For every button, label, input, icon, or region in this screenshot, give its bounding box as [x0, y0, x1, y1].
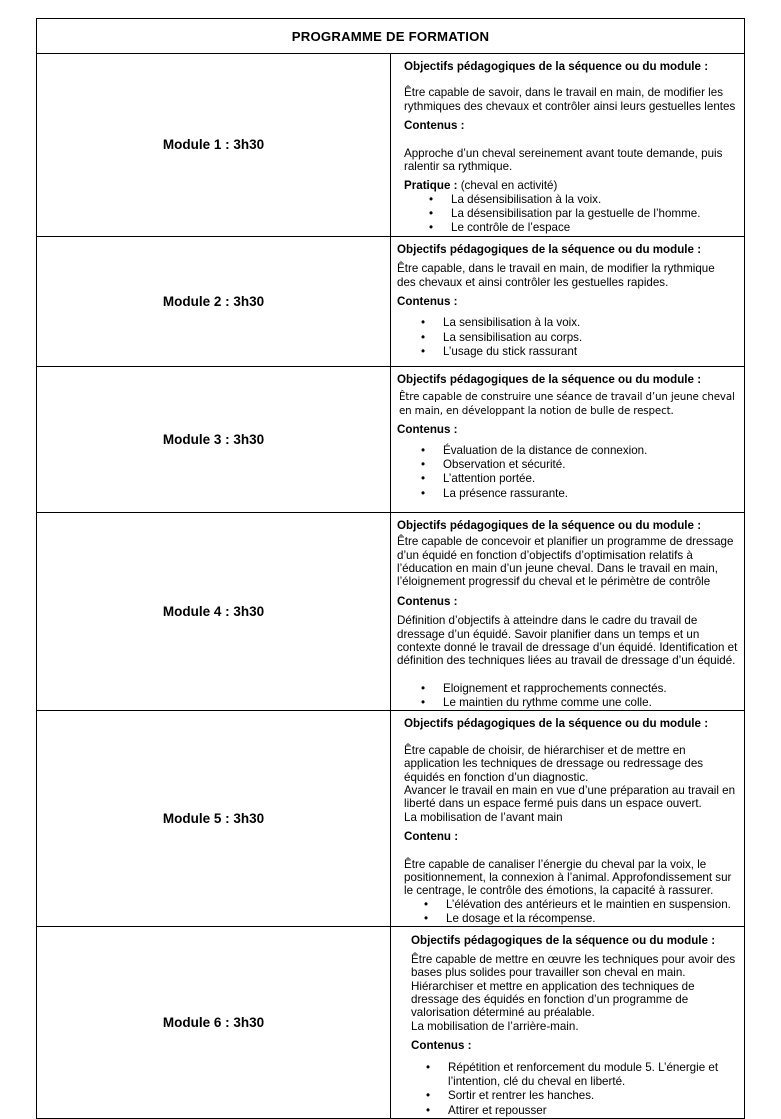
objectives-heading: Objectifs pédagogiques de la séquence ou du module : [404, 60, 709, 73]
list-item: • La désensibilisation par la gestuelle de l’homme. [451, 207, 736, 221]
module-content [391, 711, 745, 927]
objectives-heading: Objectifs pédagogiques de la séquence ou du module : [397, 518, 702, 532]
list-item: • La sensibilisation à la voix. [443, 316, 736, 330]
module-bullet-list [397, 444, 736, 501]
module-name: Module 5 : 3h30 [37, 711, 391, 927]
objectives-heading: Objectifs pédagogiques de la séquence ou du module : [397, 242, 702, 256]
list-item: • La sensibilisation au corps. [443, 331, 736, 345]
list-item: • Sortir et rentrer les hanches. [448, 1089, 738, 1103]
practice-line [404, 179, 736, 192]
module-name: Module 3 : 3h30 [37, 366, 391, 512]
module-row [37, 236, 745, 366]
table-header-row [37, 19, 745, 54]
program-title: PROGRAMME DE FORMATION [37, 19, 745, 54]
module-row [37, 711, 745, 927]
module-bullet-list [397, 316, 736, 359]
objectives-heading: Objectifs pédagogiques de la séquence ou du module : [411, 934, 716, 948]
module-row [37, 927, 745, 1118]
objectives-line: La mobilisation de l’avant main [404, 810, 563, 824]
list-item: • L’élévation des antérieurs et le maintien en suspension. [446, 898, 738, 912]
module-content [391, 236, 745, 366]
objectives-text: Être capable de savoir, dans le travail en main, de modifier les rythmiques des chevaux et contrôler ainsi leurs gestuelles lentes [404, 86, 736, 113]
module-name: Module 2 : 3h30 [37, 236, 391, 366]
objectives-heading: Objectifs pédagogiques de la séquence ou du module : [397, 372, 702, 386]
module-bullet-list [404, 193, 736, 236]
training-program-table [36, 18, 745, 1119]
list-item: • La désensibilisation à la voix. [451, 193, 736, 207]
module-name: Module 4 : 3h30 [37, 512, 391, 711]
objectives-heading: Objectifs pédagogiques de la séquence ou du module : [404, 717, 709, 731]
list-item: • Attirer et repousser [448, 1104, 738, 1118]
objectives-line: Être capable de choisir, de hiérarchiser et de mettre en application les techniques de dressage ou redressage des équidés en fonction d’un diagnostic. [404, 743, 704, 784]
list-item: • L’attention portée. [443, 472, 736, 486]
list-item: • Observation et sécurité. [443, 458, 736, 472]
list-item: • Répétition et renforcement du module 5. L’énergie et l’intention, clé du cheval en liberté. [448, 1061, 738, 1090]
practice-note: (cheval en activité) [457, 179, 558, 193]
practice-heading: Pratique : [404, 179, 458, 193]
module-content [391, 512, 745, 711]
list-item: • Le contrôle de l’espace [451, 221, 736, 235]
contents-text: Définition d’objectifs à atteindre dans le cadre du travail de dressage d’un équidé. Savoir planifier dans un temps et un contexte donné le travail de dressage d’un équidé. Identification et définition des techniques liées au travail de dressage d’un équidé. [397, 614, 738, 668]
contents-heading: Contenus : [404, 119, 465, 133]
objectives-line: Avancer le travail en main en vue d’une préparation au travail en liberté dans un espace fermé puis dans un espace ouvert. [404, 784, 736, 811]
list-item: • Évaluation de la distance de connexion. [443, 444, 736, 458]
contents-heading: Contenus : [397, 594, 458, 608]
objectives-text: Être capable, dans le travail en main, de modifier la rythmique des chevaux et ainsi contrôler les gestuelles rapides. [397, 262, 715, 289]
list-item: • L’usage du stick rassurant [443, 345, 736, 359]
module-content [391, 366, 745, 512]
contents-text: Être capable de canaliser l’énergie du cheval par la voix, le positionnement, la connexion à l’animal. Approfondissement sur le centrage, le contrôle des émotions, la capacité à rassurer. [404, 857, 732, 898]
module-name: Module 6 : 3h30 [37, 927, 391, 1118]
list-item: • Le maintien du rythme comme une colle. [443, 696, 738, 710]
module-bullet-list [411, 1061, 738, 1118]
contents-heading: Contenu : [404, 830, 459, 844]
list-item: • Eloignement et rapprochements connectés. [443, 682, 738, 696]
objectives-line: La mobilisation de l’arrière-main. [411, 1019, 579, 1033]
objectives-text: Être capable de concevoir et planifier un programme de dressage d’un équidé en fonction d’objectifs d’optimisation relatifs à l’éducation en main d’un jeune cheval. Dans le travail en main, l’éloignement progressif du cheval et le périmètre de contrôle [397, 535, 734, 589]
contents-text: Approche d’un cheval sereinement avant toute demande, puis ralentir sa rythmique. [404, 146, 723, 174]
module-row [37, 512, 745, 711]
module-name: Module 1 : 3h30 [37, 54, 391, 237]
list-item: • Le dosage et la récompense. [446, 912, 738, 926]
module-bullet-list [397, 682, 738, 711]
module-content [391, 927, 745, 1118]
module-row [37, 366, 745, 512]
objectives-text: Être capable de construire une séance de travail d’un jeune cheval en main, en développant la notion de bulle de respect. [399, 391, 735, 417]
module-content [391, 54, 745, 237]
contents-heading: Contenus : [411, 1039, 472, 1053]
contents-heading: Contenus : [397, 294, 458, 308]
objectives-line: Hiérarchiser et mettre en application des techniques de dressage des équidés en fonction d’un programme de valorisation déterminé au préalable. [411, 979, 695, 1020]
objectives-line: Être capable de mettre en œuvre les techniques pour avoir des bases plus solides pour travailler son cheval en main. [411, 952, 736, 980]
contents-heading: Contenus : [397, 423, 458, 437]
list-item: • La présence rassurante. [443, 487, 736, 501]
module-bullet-list [404, 898, 738, 927]
module-row [37, 54, 745, 237]
